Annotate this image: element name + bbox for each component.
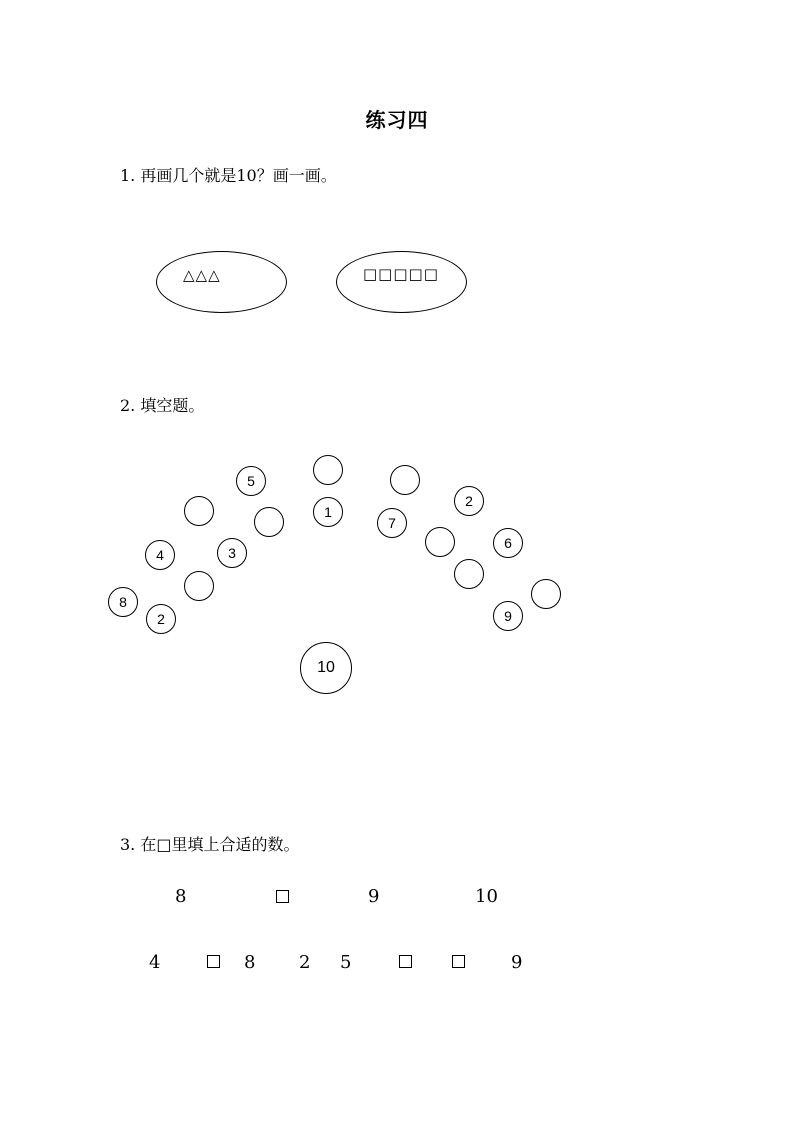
sequence-number: 4 — [149, 952, 161, 973]
number-circle[interactable]: 6 — [493, 528, 523, 558]
number-circle-large[interactable]: 10 — [300, 642, 352, 694]
sequence-number: 8 — [175, 886, 187, 907]
number-circle[interactable]: 7 — [377, 508, 407, 538]
answer-box[interactable] — [452, 955, 465, 968]
answer-box[interactable] — [207, 955, 220, 968]
sequence-number: 2 — [299, 952, 311, 973]
number-circle[interactable]: 1 — [313, 497, 343, 527]
number-circle[interactable] — [184, 571, 214, 601]
number-circle[interactable] — [425, 527, 455, 557]
answer-box[interactable] — [276, 890, 289, 903]
number-circle[interactable]: 9 — [493, 601, 523, 631]
number-circle[interactable]: 3 — [217, 538, 247, 568]
left-ellipse[interactable] — [156, 251, 287, 313]
sequence-number: 5 — [340, 952, 352, 973]
answer-box[interactable] — [399, 955, 412, 968]
number-circle[interactable]: 8 — [108, 587, 138, 617]
number-circle[interactable] — [454, 559, 484, 589]
number-circle[interactable] — [531, 579, 561, 609]
sequence-number: 9 — [511, 952, 523, 973]
sequence-number: 10 — [475, 886, 498, 907]
sequence-number: 8 — [244, 952, 256, 973]
number-circle[interactable] — [184, 496, 214, 526]
sequence-number: 9 — [368, 886, 380, 907]
squares-icon: □□□□□ — [363, 265, 439, 283]
question-1-label: 1. 再画几个就是10？画一画。 — [120, 166, 337, 185]
question-3-label: 3. 在□里填上合适的数。 — [120, 835, 300, 854]
number-circle[interactable]: 2 — [146, 604, 176, 634]
number-circle[interactable] — [313, 455, 343, 485]
page-title: 练习四 — [365, 108, 429, 132]
number-circle[interactable]: 2 — [454, 486, 484, 516]
number-circle[interactable]: 5 — [236, 466, 266, 496]
question-2-label: 2. 填空题。 — [120, 396, 205, 415]
number-circle[interactable]: 4 — [145, 540, 175, 570]
number-circle[interactable] — [390, 465, 420, 495]
number-circle[interactable] — [254, 507, 284, 537]
triangles-icon: △△△ — [183, 266, 221, 284]
right-ellipse[interactable] — [336, 251, 467, 313]
